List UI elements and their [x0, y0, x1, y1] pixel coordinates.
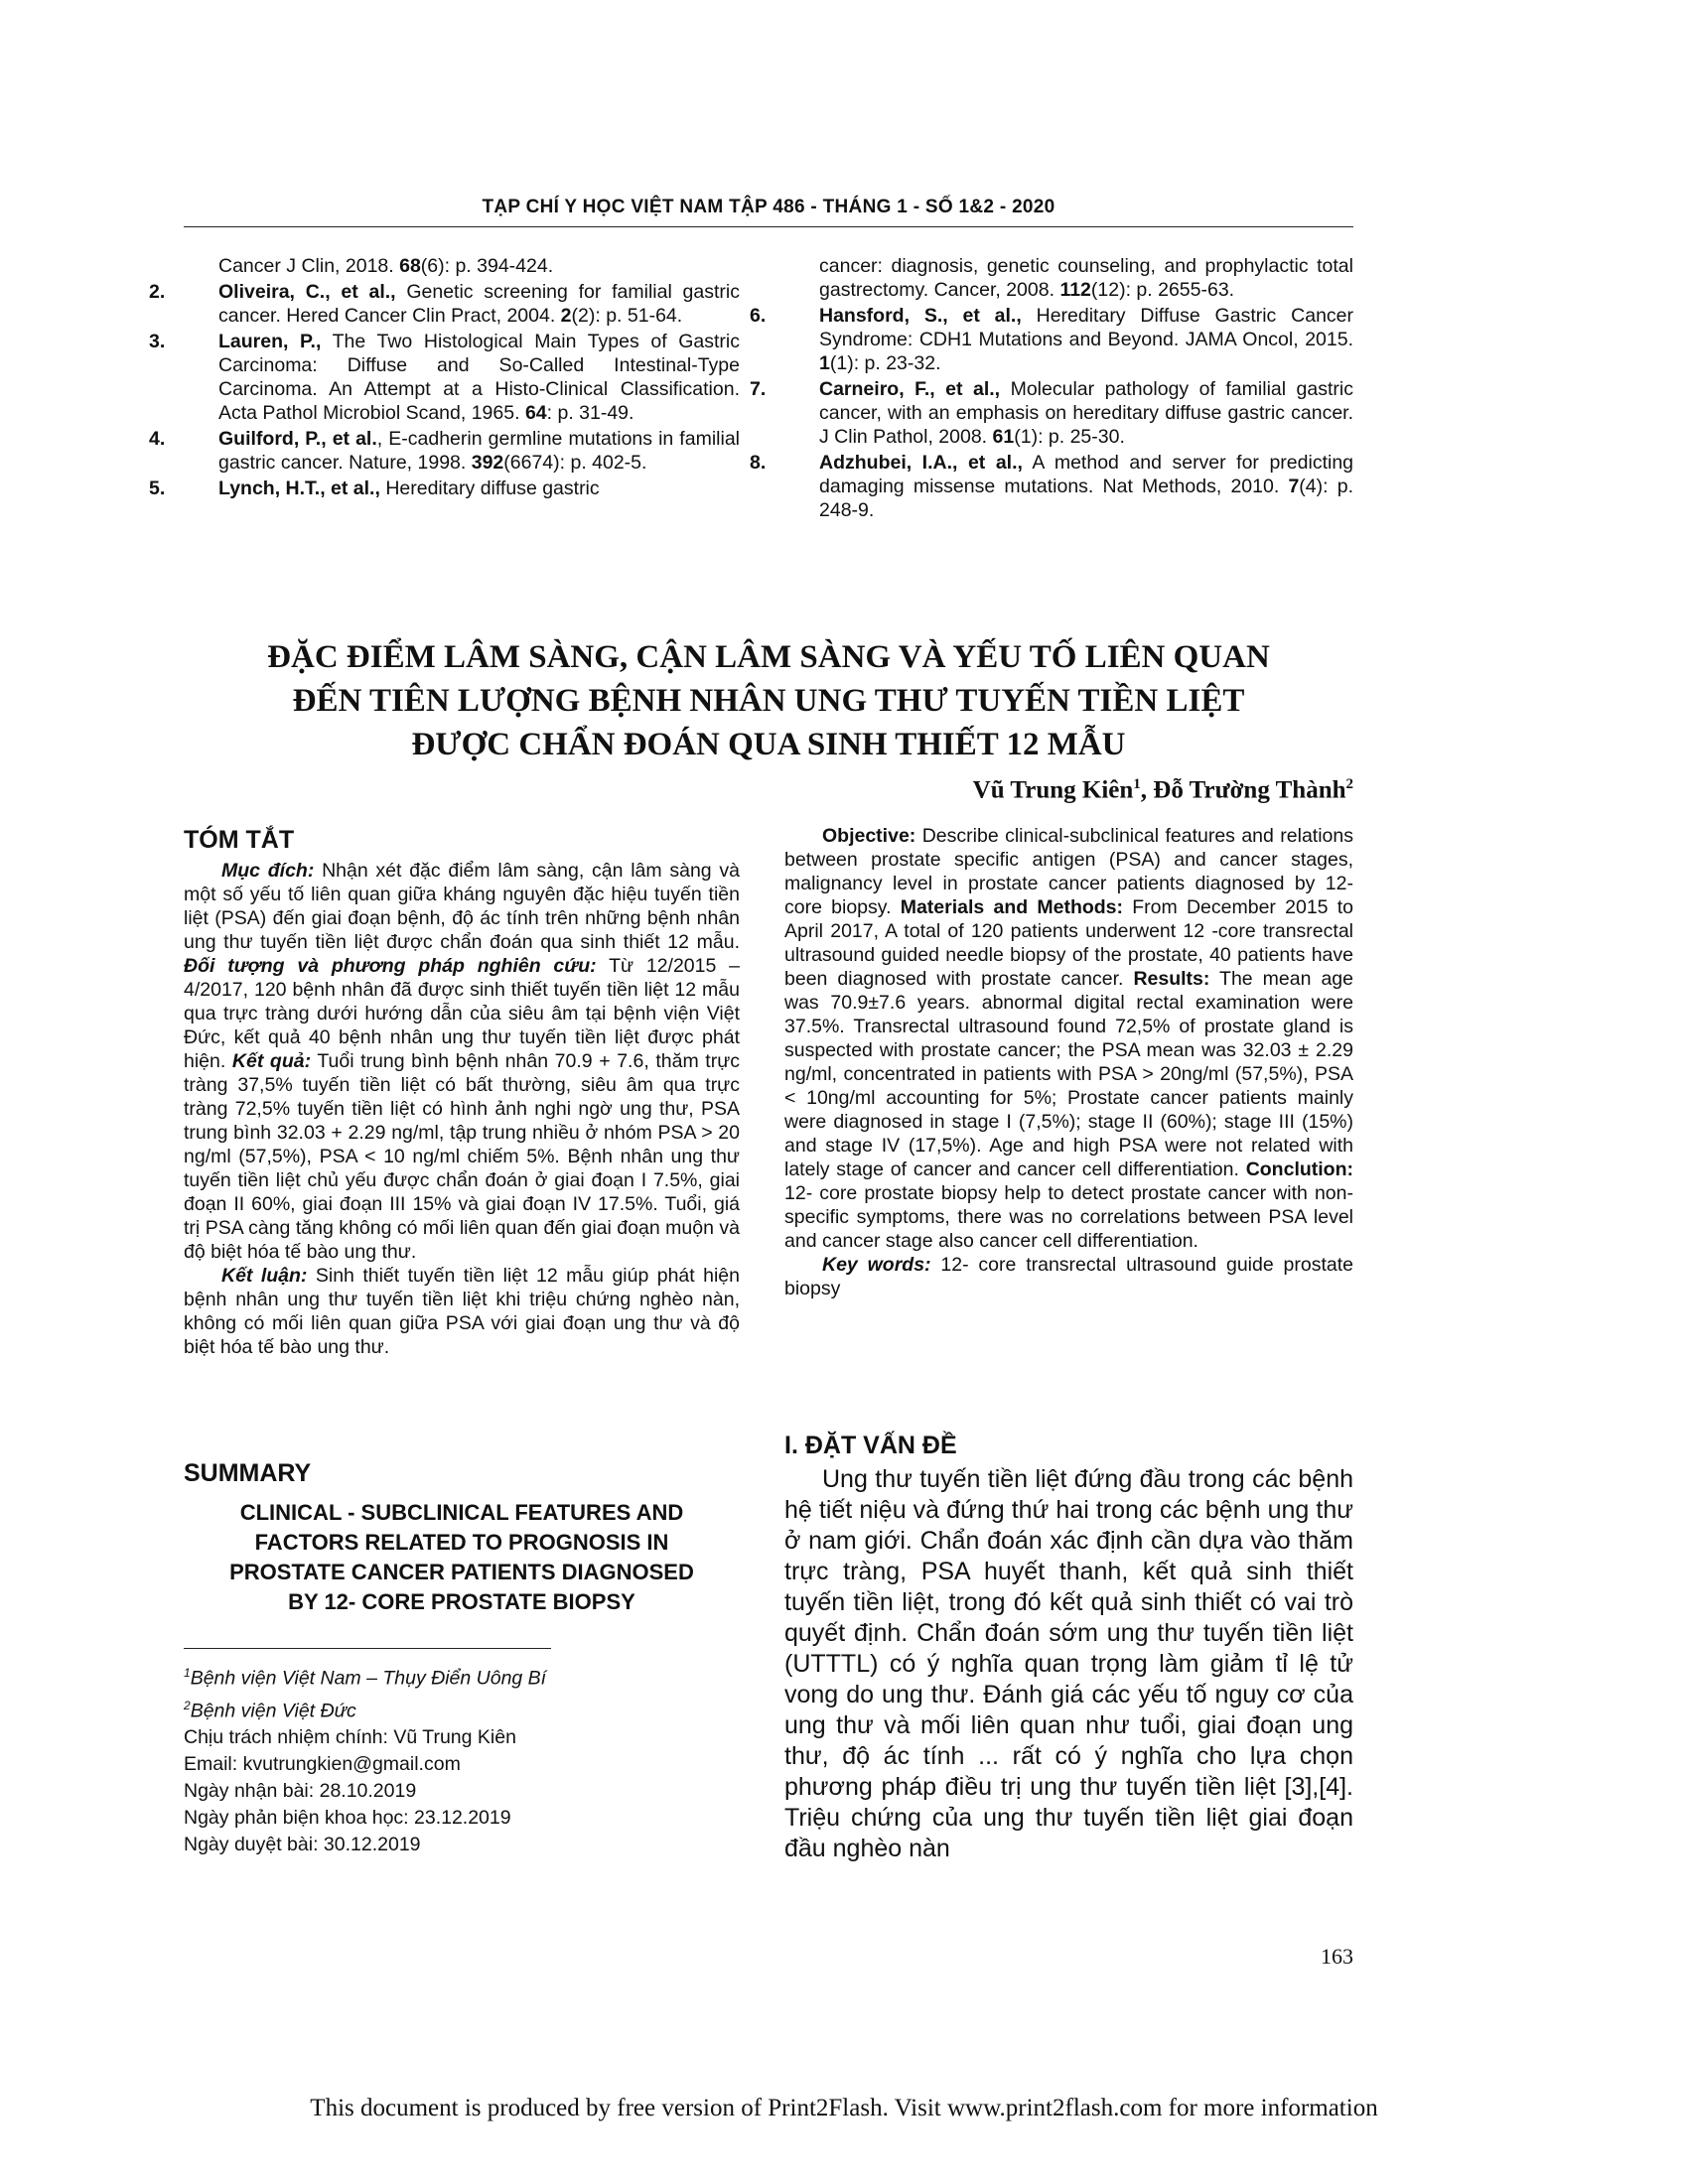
running-header: TẠP CHÍ Y HỌC VIỆT NAM TẬP 486 - THÁNG 1 - SỐ 1&2 - 2020	[482, 197, 1055, 217]
footnote-affiliation-1: $^1$Bệnh viện Việt Nam – Thụy Điển Uông Bí	[184, 1666, 547, 1690]
abstract-en	[784, 824, 1353, 1300]
abstract-vi-conclusion: Kết luận: Sinh thiết tuyến tiền liệt 12 mẫu giúp phát hiện bệnh nhân ung thư tuyến tiền liệt khi triệu chứng nghèo nàn, không có mối liên quan giữa PSA với giai đoạn ung thư và độ biệt hóa tế bào ung thư.	[184, 1265, 740, 1358]
reference-continuation: Cancer J Clin, 2018. 68(6): p. 394-424.	[218, 255, 554, 277]
section-heading-summary: SUMMARY	[184, 1459, 312, 1487]
reference-2: 2. Oliveira, C., et al., Genetic screening for familial gastric cancer. Hered Cancer Clin Pract, 2004. 2(2): p. 51-64.	[149, 281, 740, 327]
title-line: ĐẾN TIÊN LƯỢNG BỆNH NHÂN UNG THƯ TUYẾN TIỀN LIỆT	[292, 683, 1245, 719]
footnote-corresponding: Chịu trách nhiệm chính: Vũ Trung Kiên	[184, 1726, 516, 1748]
introduction-body: Ung thư tuyến tiền liệt đứng đầu trong các bệnh hệ tiết niệu và đứng thứ hai trong các bệnh ung thư ở nam giới. Chẩn đoán xác định cần dựa vào thăm trực tràng, PSA huyết thanh, kết quả sinh thiết tuyến tiền liệt, trong đó kết quả sinh thiết có vai trò quyết định. Chẩn đoán sớm ung thư tuyến tiền liệt (UTTTL) có ý nghĩa quan trọng làm giảm tỉ lệ tử vong do ung thư. Đánh giá các yếu tố nguy cơ của ung thư và mối liên quan như tuổi, giai đoạn ung thư, độ ác tính ... rất có ý nghĩa cho lựa chọn phương pháp điều trị ung thư tuyến tiền liệt [3],[4]. Triệu chứng của ung thư tuyến tiền liệt giai đoạn đầu nghèo nàn	[784, 1465, 1353, 1862]
reference-8: 8. Adzhubei, I.A., et al., A method and server for predicting damaging missense mutations. Nat Methods, 2010. 7(4): p. 248-9.	[750, 452, 1354, 521]
footnote-accepted: Ngày duyệt bài: 30.12.2019	[184, 1834, 421, 1855]
abstract-en-keywords: Key words: 12- core transrectal ultrasound guide prostate biopsy	[784, 1254, 1353, 1299]
summary-title	[184, 1498, 740, 1617]
reference-4: 4. Guilford, P., et al., E-cadherin germline mutations in familial gastric cancer. Nature, 1998. 392(6674): p. 402-5.	[149, 428, 740, 474]
footnote-reviewed: Ngày phản biện khoa học: 23.12.2019	[184, 1807, 511, 1829]
reference-6: 6. Hansford, S., et al., Hereditary Diffuse Gastric Cancer Syndrome: CDH1 Mutations and Beyond. JAMA Oncol, 2015. 1(1): p. 23-32.	[750, 305, 1353, 374]
page-number: 163	[1321, 1944, 1353, 1969]
summary-block	[184, 1459, 740, 1617]
abstract-vi	[184, 826, 740, 1359]
section-heading-tomtat: TÓM TẮT	[184, 826, 295, 854]
section-heading-intro: I. ĐẶT VẤN ĐỀ	[784, 1432, 957, 1459]
introduction	[784, 1432, 1353, 1864]
summary-title-line: CLINICAL - SUBCLINICAL FEATURES AND	[239, 1500, 684, 1525]
summary-title-line: FACTORS RELATED TO PROGNOSIS IN	[254, 1530, 669, 1555]
reference-5: 5. Lynch, H.T., et al., Hereditary diffuse gastric	[149, 478, 600, 499]
title-line: ĐẶC ĐIỂM LÂM SÀNG, CẬN LÂM SÀNG VÀ YẾU TỐ LIÊN QUAN	[267, 639, 1270, 675]
abstract-en-body: Objective: Describe clinical-subclinical features and relations between prostate specific antigen (PSA) and cancer stages, malignancy level in prostate cancer patients diagnosed by 12- core biopsy. Materials and Methods: From December 2015 to April 2017, A total of 120 patients underwent 12 -core transrectal ultrasound guided needle biopsy of the prostate, 40 patients have been diagnosed with prostate cancer. Results: The mean age was 70.9±7.6 years. abnormal digital rectal examination were 37.5%. Transrectal ultrasound found 72,5% of prostate gland is suspected with prostate cancer; the PSA mean was 32.03 ± 2.29 ng/ml, concentrated in patients with PSA > 20ng/ml (57,5%), PSA < 10ng/ml accounting for 5%; Prostate cancer patients mainly were diagnosed in stage I (7,5%); stage II (60%); stage III (15%) and stage IV (17,5%). Age and high PSA were not related with lately stage of cancer and cancer cell differentiation. Conclution: 12- core prostate biopsy help to detect prostate cancer with non-specific symptoms, there was no correlations between PSA level and cancer stage also cancer cell differentiation.	[784, 825, 1353, 1252]
footnotes	[184, 1660, 740, 1858]
footnote-received: Ngày nhận bài: 28.10.2019	[184, 1780, 417, 1802]
reference-continuation: cancer: diagnosis, genetic counseling, and prophylactic total gastrectomy. Cancer, 2008. 112(12): p. 2655-63.	[819, 255, 1353, 301]
reference-3: 3. Lauren, P., The Two Histological Main Types of Gastric Carcinoma: Diffuse and So-Called Intestinal-Type Carcinoma. An Attempt at a Histo-Clinical Classification. Acta Pathol Microbiol Scand, 1965. 64: p. 31-49.	[149, 331, 740, 424]
summary-title-line: BY 12- CORE PROSTATE BIOPSY	[288, 1589, 635, 1614]
article-title	[184, 635, 1353, 766]
authors: Vũ Trung Kiên$^1$, Đỗ Trường Thành$^2$	[972, 776, 1353, 804]
references-left	[149, 254, 740, 502]
print2flash-notice: This document is produced by free version of Print2Flash. Visit www.print2flash.com for more information	[310, 2095, 1378, 2121]
summary-title-line: PROSTATE CANCER PATIENTS DIAGNOSED	[229, 1560, 694, 1584]
title-line: ĐƯỢC CHẨN ĐOÁN QUA SINH THIẾT 12 MẪU	[411, 727, 1126, 762]
abstract-vi-body: Mục đích: Nhận xét đặc điểm lâm sàng, cận lâm sàng và một số yếu tố liên quan giữa kháng nguyên đặc hiệu tuyến tiền liệt (PSA) đến giai đoạn bệnh, độ ác tính trên những bệnh nhân ung thư tuyến tiền liệt được chẩn đoán qua sinh thiết 12 mẫu. Đối tượng và phương pháp nghiên cứu: Từ 12/2015 – 4/2017, 120 bệnh nhân đã được sinh thiết tuyến tiền liệt 12 mẫu qua trực tràng dưới hướng dẫn của siêu âm tại bệnh viện Việt Đức, kết quả 40 bệnh nhân ung thư tuyến tiền liệt được phát hiện. Kết quả: Tuổi trung bình bệnh nhân 70.9 + 7.6, thăm trực tràng 37,5% tuyến tiền liệt có bất thường, siêu âm qua trực tràng 72,5% tuyến tiền liệt có hình ảnh nghi ngờ ung thư, PSA trung bình 32.03 + 2.29 ng/ml, tập trung nhiều ở nhóm PSA > 20 ng/ml (57,5%), PSA < 10 ng/ml chiếm 5%. Bệnh nhân ung thư tuyến tiền liệt chủ yếu được chẩn đoán ở giai đoạn I 7.5%, giai đoạn II 60%, giai đoạn III 15% và giai đoạn IV 17.5%. Tuổi, giá trị PSA càng tăng không có mối liên quan đến giai đoạn muộn và độ biệt hóa tế bào ung thư.	[184, 860, 741, 1263]
header-rule	[184, 226, 1353, 227]
footnote-affiliation-2: $^2$Bệnh viện Việt Đức	[184, 1698, 356, 1721]
reference-7: 7. Carneiro, F., et al., Molecular pathology of familial gastric cancer, with an emphasis on hereditary diffuse gastric cancer. J Clin Pathol, 2008. 61(1): p. 25-30.	[750, 378, 1353, 448]
footnote-rule	[184, 1648, 551, 1649]
footnote-email: Email: kvutrungkien@gmail.com	[184, 1753, 461, 1775]
references-right	[750, 254, 1354, 524]
